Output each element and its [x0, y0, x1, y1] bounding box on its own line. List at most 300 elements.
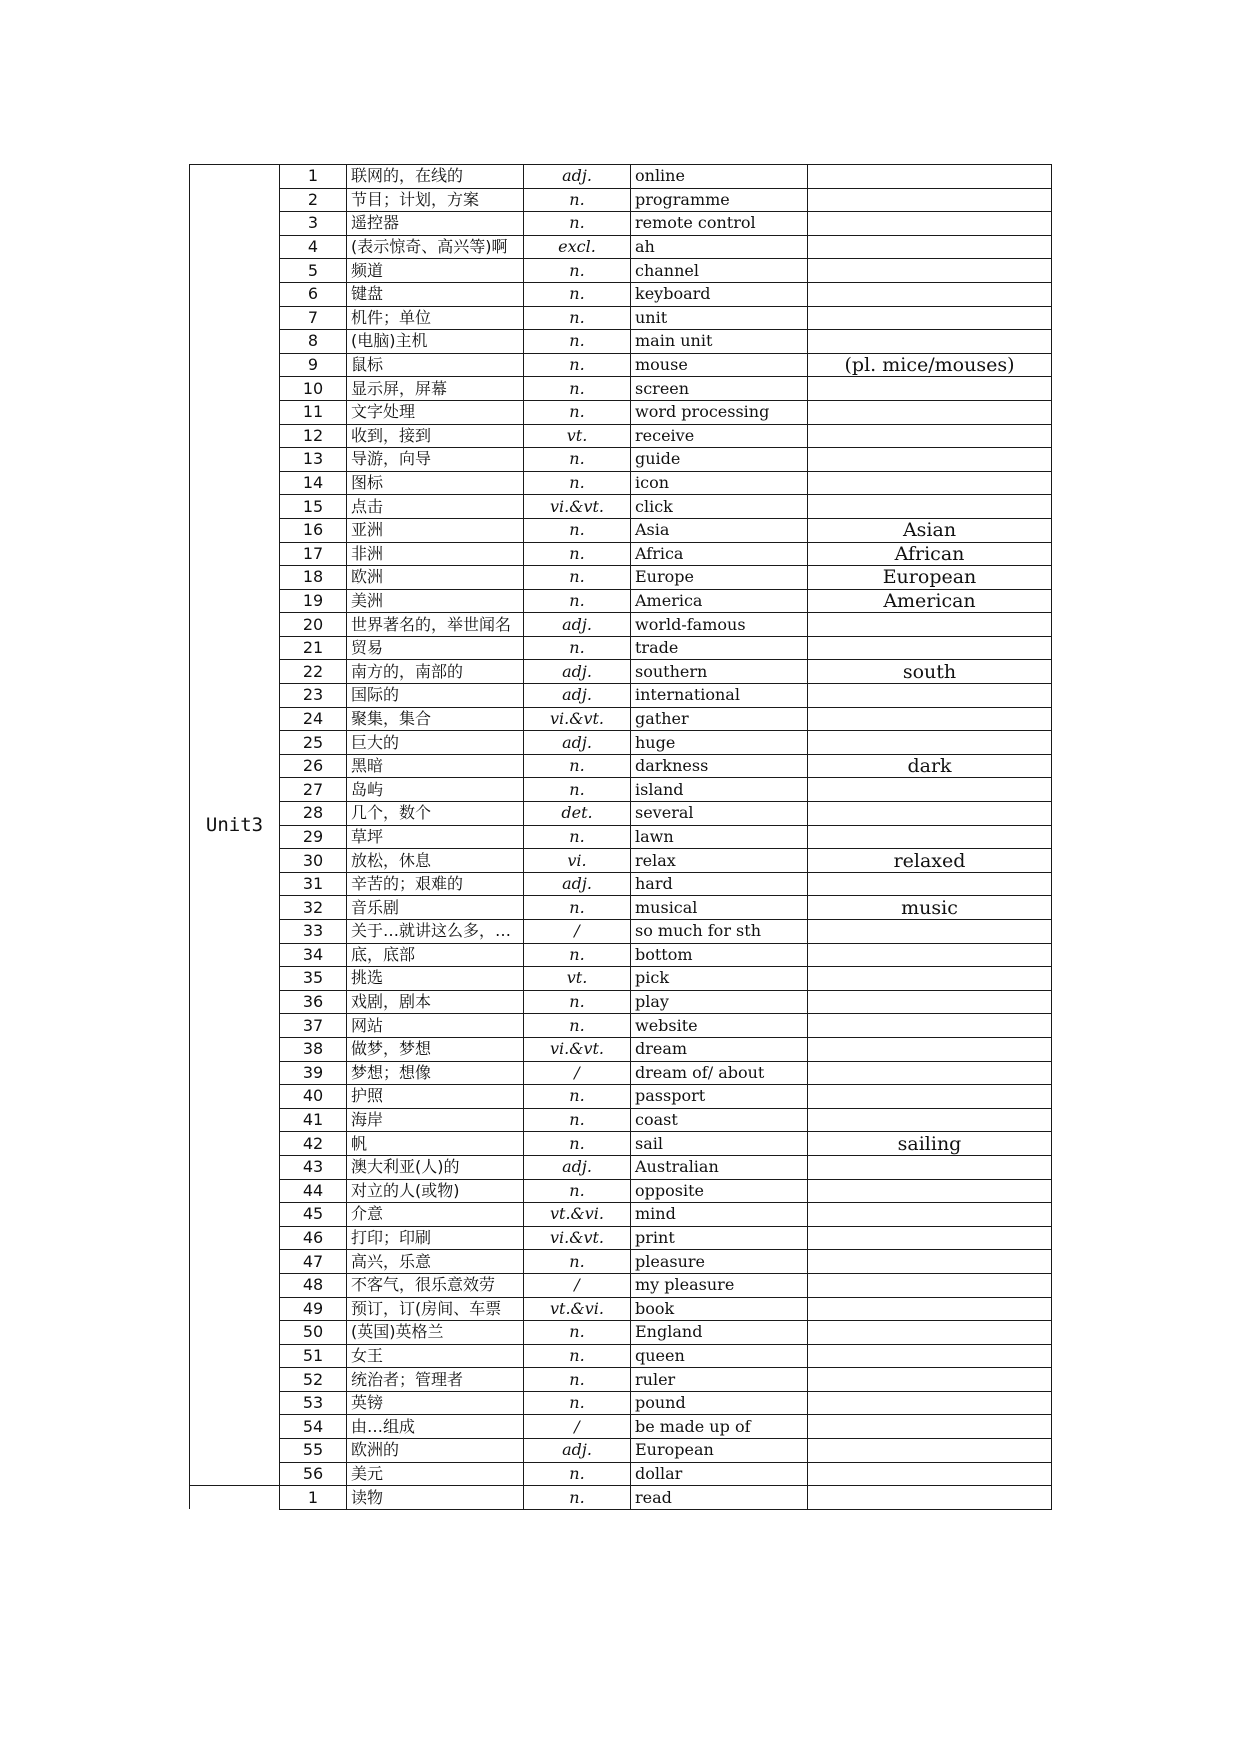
related-form	[808, 778, 1052, 802]
related-form	[808, 471, 1052, 495]
english-word: dream	[631, 1037, 808, 1061]
part-of-speech: /	[524, 920, 631, 944]
table-row	[190, 589, 1052, 613]
english-word: channel	[631, 259, 808, 283]
part-of-speech: adj.	[524, 872, 631, 896]
english-word: pound	[631, 1391, 808, 1415]
english-word: trade	[631, 636, 808, 660]
table-row	[190, 707, 1052, 731]
row-number: 30	[280, 849, 347, 873]
english-word: guide	[631, 448, 808, 472]
related-form	[808, 920, 1052, 944]
part-of-speech: n.	[524, 1321, 631, 1345]
table-row	[190, 353, 1052, 377]
row-number: 54	[280, 1415, 347, 1439]
related-form	[808, 1439, 1052, 1463]
row-number: 53	[280, 1391, 347, 1415]
related-form	[808, 1014, 1052, 1038]
row-number: 18	[280, 566, 347, 590]
chinese-meaning: 节目；计划，方案	[347, 188, 524, 212]
chinese-meaning: 网站	[347, 1014, 524, 1038]
row-number: 43	[280, 1155, 347, 1179]
english-word: Asia	[631, 518, 808, 542]
table-row	[190, 1203, 1052, 1227]
part-of-speech: vi.&vt.	[524, 707, 631, 731]
part-of-speech: vt.&vi.	[524, 1203, 631, 1227]
table-row	[190, 1037, 1052, 1061]
related-form: music	[808, 896, 1052, 920]
related-form: Asian	[808, 518, 1052, 542]
chinese-meaning: 帆	[347, 1132, 524, 1156]
english-word: read	[631, 1486, 808, 1510]
related-form	[808, 872, 1052, 896]
table-row	[190, 1132, 1052, 1156]
part-of-speech: n.	[524, 1368, 631, 1392]
row-number: 8	[280, 330, 347, 354]
english-word: keyboard	[631, 282, 808, 306]
english-word: website	[631, 1014, 808, 1038]
chinese-meaning: 澳大利亚(人)的	[347, 1155, 524, 1179]
chinese-meaning: 护照	[347, 1085, 524, 1109]
row-number: 4	[280, 235, 347, 259]
table-row	[190, 377, 1052, 401]
row-number: 7	[280, 306, 347, 330]
table-row	[190, 1155, 1052, 1179]
english-word: so much for sth	[631, 920, 808, 944]
chinese-meaning: 国际的	[347, 684, 524, 708]
english-word: European	[631, 1439, 808, 1463]
part-of-speech: det.	[524, 802, 631, 826]
related-form: (pl. mice/mouses)	[808, 353, 1052, 377]
part-of-speech: n.	[524, 448, 631, 472]
part-of-speech: n.	[524, 518, 631, 542]
table-row	[190, 943, 1052, 967]
table-row	[190, 1344, 1052, 1368]
english-word: darkness	[631, 754, 808, 778]
related-form	[808, 802, 1052, 826]
related-form	[808, 1179, 1052, 1203]
chinese-meaning: 欧洲的	[347, 1439, 524, 1463]
english-word: mind	[631, 1203, 808, 1227]
part-of-speech: n.	[524, 778, 631, 802]
chinese-meaning: 美元	[347, 1462, 524, 1486]
chinese-meaning: 辛苦的；艰难的	[347, 872, 524, 896]
chinese-meaning: (英国)英格兰	[347, 1321, 524, 1345]
related-form	[808, 1344, 1052, 1368]
related-form	[808, 990, 1052, 1014]
english-word: mouse	[631, 353, 808, 377]
related-form	[808, 424, 1052, 448]
row-number: 29	[280, 825, 347, 849]
english-word: Australian	[631, 1155, 808, 1179]
row-number: 15	[280, 495, 347, 519]
row-number: 16	[280, 518, 347, 542]
part-of-speech: n.	[524, 353, 631, 377]
table-row	[190, 518, 1052, 542]
related-form	[808, 1037, 1052, 1061]
english-word: coast	[631, 1108, 808, 1132]
related-form	[808, 967, 1052, 991]
part-of-speech: n.	[524, 259, 631, 283]
part-of-speech: n.	[524, 1344, 631, 1368]
table-row	[190, 235, 1052, 259]
row-number: 25	[280, 731, 347, 755]
chinese-meaning: 女王	[347, 1344, 524, 1368]
part-of-speech: n.	[524, 825, 631, 849]
vocabulary-table-body	[190, 165, 1052, 1510]
chinese-meaning: 南方的，南部的	[347, 660, 524, 684]
related-form	[808, 1250, 1052, 1274]
table-row	[190, 1391, 1052, 1415]
part-of-speech: adj.	[524, 1155, 631, 1179]
english-word: international	[631, 684, 808, 708]
chinese-meaning: 点击	[347, 495, 524, 519]
chinese-meaning: 由…组成	[347, 1415, 524, 1439]
chinese-meaning: 频道	[347, 259, 524, 283]
related-form: African	[808, 542, 1052, 566]
chinese-meaning: 世界著名的，举世闻名	[347, 613, 524, 637]
part-of-speech: n.	[524, 1085, 631, 1109]
related-form	[808, 212, 1052, 236]
chinese-meaning: 关于…就讲这么多，…	[347, 920, 524, 944]
chinese-meaning: 非洲	[347, 542, 524, 566]
table-row	[190, 660, 1052, 684]
related-form	[808, 1108, 1052, 1132]
chinese-meaning: 几个，数个	[347, 802, 524, 826]
chinese-meaning: 海岸	[347, 1108, 524, 1132]
chinese-meaning: 草坪	[347, 825, 524, 849]
table-row	[190, 825, 1052, 849]
table-row	[190, 212, 1052, 236]
related-form	[808, 330, 1052, 354]
related-form	[808, 636, 1052, 660]
related-form	[808, 1061, 1052, 1085]
related-form	[808, 1321, 1052, 1345]
related-form: relaxed	[808, 849, 1052, 873]
english-word: programme	[631, 188, 808, 212]
chinese-meaning: 联网的，在线的	[347, 165, 524, 189]
chinese-meaning: 预订，订(房间、车票	[347, 1297, 524, 1321]
english-word: England	[631, 1321, 808, 1345]
part-of-speech: adj.	[524, 731, 631, 755]
row-number: 35	[280, 967, 347, 991]
part-of-speech: n.	[524, 330, 631, 354]
english-word: lawn	[631, 825, 808, 849]
related-form	[808, 448, 1052, 472]
chinese-meaning: 统治者；管理者	[347, 1368, 524, 1392]
row-number: 37	[280, 1014, 347, 1038]
chinese-meaning: 收到，接到	[347, 424, 524, 448]
row-number: 48	[280, 1273, 347, 1297]
part-of-speech: n.	[524, 636, 631, 660]
part-of-speech: adj.	[524, 660, 631, 684]
chinese-meaning: 美洲	[347, 589, 524, 613]
related-form	[808, 684, 1052, 708]
related-form: sailing	[808, 1132, 1052, 1156]
row-number: 24	[280, 707, 347, 731]
table-row	[190, 424, 1052, 448]
row-number: 20	[280, 613, 347, 637]
english-word: click	[631, 495, 808, 519]
part-of-speech: n.	[524, 754, 631, 778]
table-row	[190, 731, 1052, 755]
english-word: unit	[631, 306, 808, 330]
table-row	[190, 872, 1052, 896]
part-of-speech: adj.	[524, 1439, 631, 1463]
english-word: icon	[631, 471, 808, 495]
part-of-speech: vi.&vt.	[524, 495, 631, 519]
english-word: book	[631, 1297, 808, 1321]
unit-label-empty	[190, 1486, 280, 1510]
related-form	[808, 1155, 1052, 1179]
related-form	[808, 1486, 1052, 1510]
chinese-meaning: 对立的人(或物)	[347, 1179, 524, 1203]
row-number: 3	[280, 212, 347, 236]
chinese-meaning: 显示屏，屏幕	[347, 377, 524, 401]
table-row	[190, 684, 1052, 708]
table-row	[190, 400, 1052, 424]
chinese-meaning: 键盘	[347, 282, 524, 306]
row-number: 45	[280, 1203, 347, 1227]
part-of-speech: vt.&vi.	[524, 1297, 631, 1321]
part-of-speech: n.	[524, 212, 631, 236]
english-word: bottom	[631, 943, 808, 967]
table-row	[190, 165, 1052, 189]
table-row	[190, 1462, 1052, 1486]
row-number: 55	[280, 1439, 347, 1463]
chinese-meaning: 遥控器	[347, 212, 524, 236]
table-row	[190, 967, 1052, 991]
table-row	[190, 306, 1052, 330]
related-form	[808, 731, 1052, 755]
row-number: 51	[280, 1344, 347, 1368]
english-word: be made up of	[631, 1415, 808, 1439]
row-number: 10	[280, 377, 347, 401]
row-number: 11	[280, 400, 347, 424]
english-word: southern	[631, 660, 808, 684]
chinese-meaning: 黑暗	[347, 754, 524, 778]
part-of-speech: n.	[524, 1132, 631, 1156]
row-number: 14	[280, 471, 347, 495]
row-number: 22	[280, 660, 347, 684]
english-word: island	[631, 778, 808, 802]
table-row	[190, 1108, 1052, 1132]
english-word: Europe	[631, 566, 808, 590]
table-row	[190, 1273, 1052, 1297]
row-number: 5	[280, 259, 347, 283]
chinese-meaning: 图标	[347, 471, 524, 495]
table-row	[190, 778, 1052, 802]
row-number: 36	[280, 990, 347, 1014]
english-word: gather	[631, 707, 808, 731]
english-word: Africa	[631, 542, 808, 566]
chinese-meaning: 高兴，乐意	[347, 1250, 524, 1274]
related-form	[808, 400, 1052, 424]
part-of-speech: n.	[524, 566, 631, 590]
row-number: 12	[280, 424, 347, 448]
row-number: 1	[280, 165, 347, 189]
row-number: 28	[280, 802, 347, 826]
chinese-meaning: 聚集，集合	[347, 707, 524, 731]
table-row	[190, 1297, 1052, 1321]
english-word: print	[631, 1226, 808, 1250]
table-row	[190, 1368, 1052, 1392]
chinese-meaning: 做梦，梦想	[347, 1037, 524, 1061]
table-row	[190, 1085, 1052, 1109]
part-of-speech: /	[524, 1415, 631, 1439]
row-number: 47	[280, 1250, 347, 1274]
part-of-speech: /	[524, 1273, 631, 1297]
part-of-speech: vi.	[524, 849, 631, 873]
table-row	[190, 1061, 1052, 1085]
english-word: pleasure	[631, 1250, 808, 1274]
english-word: hard	[631, 872, 808, 896]
english-word: world-famous	[631, 613, 808, 637]
part-of-speech: n.	[524, 943, 631, 967]
part-of-speech: excl.	[524, 235, 631, 259]
english-word: opposite	[631, 1179, 808, 1203]
row-number: 26	[280, 754, 347, 778]
english-word: passport	[631, 1085, 808, 1109]
part-of-speech: n.	[524, 1108, 631, 1132]
table-row	[190, 1250, 1052, 1274]
chinese-meaning: 音乐剧	[347, 896, 524, 920]
chinese-meaning: 挑选	[347, 967, 524, 991]
english-word: dream of/ about	[631, 1061, 808, 1085]
row-number: 49	[280, 1297, 347, 1321]
row-number: 2	[280, 188, 347, 212]
part-of-speech: n.	[524, 990, 631, 1014]
row-number: 32	[280, 896, 347, 920]
part-of-speech: /	[524, 1061, 631, 1085]
part-of-speech: n.	[524, 1179, 631, 1203]
related-form	[808, 1462, 1052, 1486]
row-number: 50	[280, 1321, 347, 1345]
related-form	[808, 1226, 1052, 1250]
related-form	[808, 377, 1052, 401]
english-word: musical	[631, 896, 808, 920]
related-form	[808, 235, 1052, 259]
table-row	[190, 802, 1052, 826]
row-number: 40	[280, 1085, 347, 1109]
chinese-meaning: 亚洲	[347, 518, 524, 542]
table-row	[190, 1226, 1052, 1250]
part-of-speech: n.	[524, 282, 631, 306]
related-form	[808, 1391, 1052, 1415]
part-of-speech: vi.&vt.	[524, 1226, 631, 1250]
row-number: 44	[280, 1179, 347, 1203]
related-form	[808, 165, 1052, 189]
row-number: 17	[280, 542, 347, 566]
table-row	[190, 1439, 1052, 1463]
related-form	[808, 188, 1052, 212]
english-word: sail	[631, 1132, 808, 1156]
chinese-meaning: 岛屿	[347, 778, 524, 802]
table-row	[190, 636, 1052, 660]
table-row	[190, 330, 1052, 354]
row-number: 21	[280, 636, 347, 660]
row-number: 42	[280, 1132, 347, 1156]
chinese-meaning: 戏剧，剧本	[347, 990, 524, 1014]
table-row	[190, 1321, 1052, 1345]
row-number: 27	[280, 778, 347, 802]
chinese-meaning: 欧洲	[347, 566, 524, 590]
part-of-speech: adj.	[524, 613, 631, 637]
table-row	[190, 1415, 1052, 1439]
table-row	[190, 471, 1052, 495]
english-word: queen	[631, 1344, 808, 1368]
chinese-meaning: 机件；单位	[347, 306, 524, 330]
part-of-speech: vt.	[524, 424, 631, 448]
chinese-meaning: 放松，休息	[347, 849, 524, 873]
row-number: 39	[280, 1061, 347, 1085]
row-number: 31	[280, 872, 347, 896]
chinese-meaning: 底，底部	[347, 943, 524, 967]
chinese-meaning: 英镑	[347, 1391, 524, 1415]
chinese-meaning: 贸易	[347, 636, 524, 660]
part-of-speech: n.	[524, 377, 631, 401]
part-of-speech: n.	[524, 1486, 631, 1510]
row-number: 56	[280, 1462, 347, 1486]
table-row	[190, 920, 1052, 944]
table-row	[190, 542, 1052, 566]
english-word: several	[631, 802, 808, 826]
part-of-speech: n.	[524, 896, 631, 920]
english-word: dollar	[631, 1462, 808, 1486]
table-row	[190, 613, 1052, 637]
part-of-speech: n.	[524, 306, 631, 330]
related-form	[808, 1297, 1052, 1321]
row-number: 46	[280, 1226, 347, 1250]
row-number: 34	[280, 943, 347, 967]
related-form: American	[808, 589, 1052, 613]
part-of-speech: adj.	[524, 684, 631, 708]
part-of-speech: n.	[524, 471, 631, 495]
table-row	[190, 1014, 1052, 1038]
english-word: remote control	[631, 212, 808, 236]
row-number: 6	[280, 282, 347, 306]
vocabulary-table	[189, 164, 1052, 1510]
related-form	[808, 707, 1052, 731]
part-of-speech: n.	[524, 1462, 631, 1486]
chinese-meaning: (表示惊奇、高兴等)啊	[347, 235, 524, 259]
related-form	[808, 825, 1052, 849]
row-number: 13	[280, 448, 347, 472]
chinese-meaning: (电脑)主机	[347, 330, 524, 354]
row-number: 52	[280, 1368, 347, 1392]
part-of-speech: n.	[524, 400, 631, 424]
chinese-meaning: 梦想；想像	[347, 1061, 524, 1085]
table-row	[190, 990, 1052, 1014]
row-number: 38	[280, 1037, 347, 1061]
chinese-meaning: 鼠标	[347, 353, 524, 377]
chinese-meaning: 文字处理	[347, 400, 524, 424]
table-row	[190, 754, 1052, 778]
row-number: 33	[280, 920, 347, 944]
table-row	[190, 1486, 1052, 1510]
part-of-speech: n.	[524, 188, 631, 212]
english-word: online	[631, 165, 808, 189]
row-number: 19	[280, 589, 347, 613]
related-form: European	[808, 566, 1052, 590]
chinese-meaning: 介意	[347, 1203, 524, 1227]
part-of-speech: n.	[524, 1014, 631, 1038]
table-row	[190, 259, 1052, 283]
related-form	[808, 1203, 1052, 1227]
table-row	[190, 495, 1052, 519]
part-of-speech: n.	[524, 1250, 631, 1274]
english-word: receive	[631, 424, 808, 448]
